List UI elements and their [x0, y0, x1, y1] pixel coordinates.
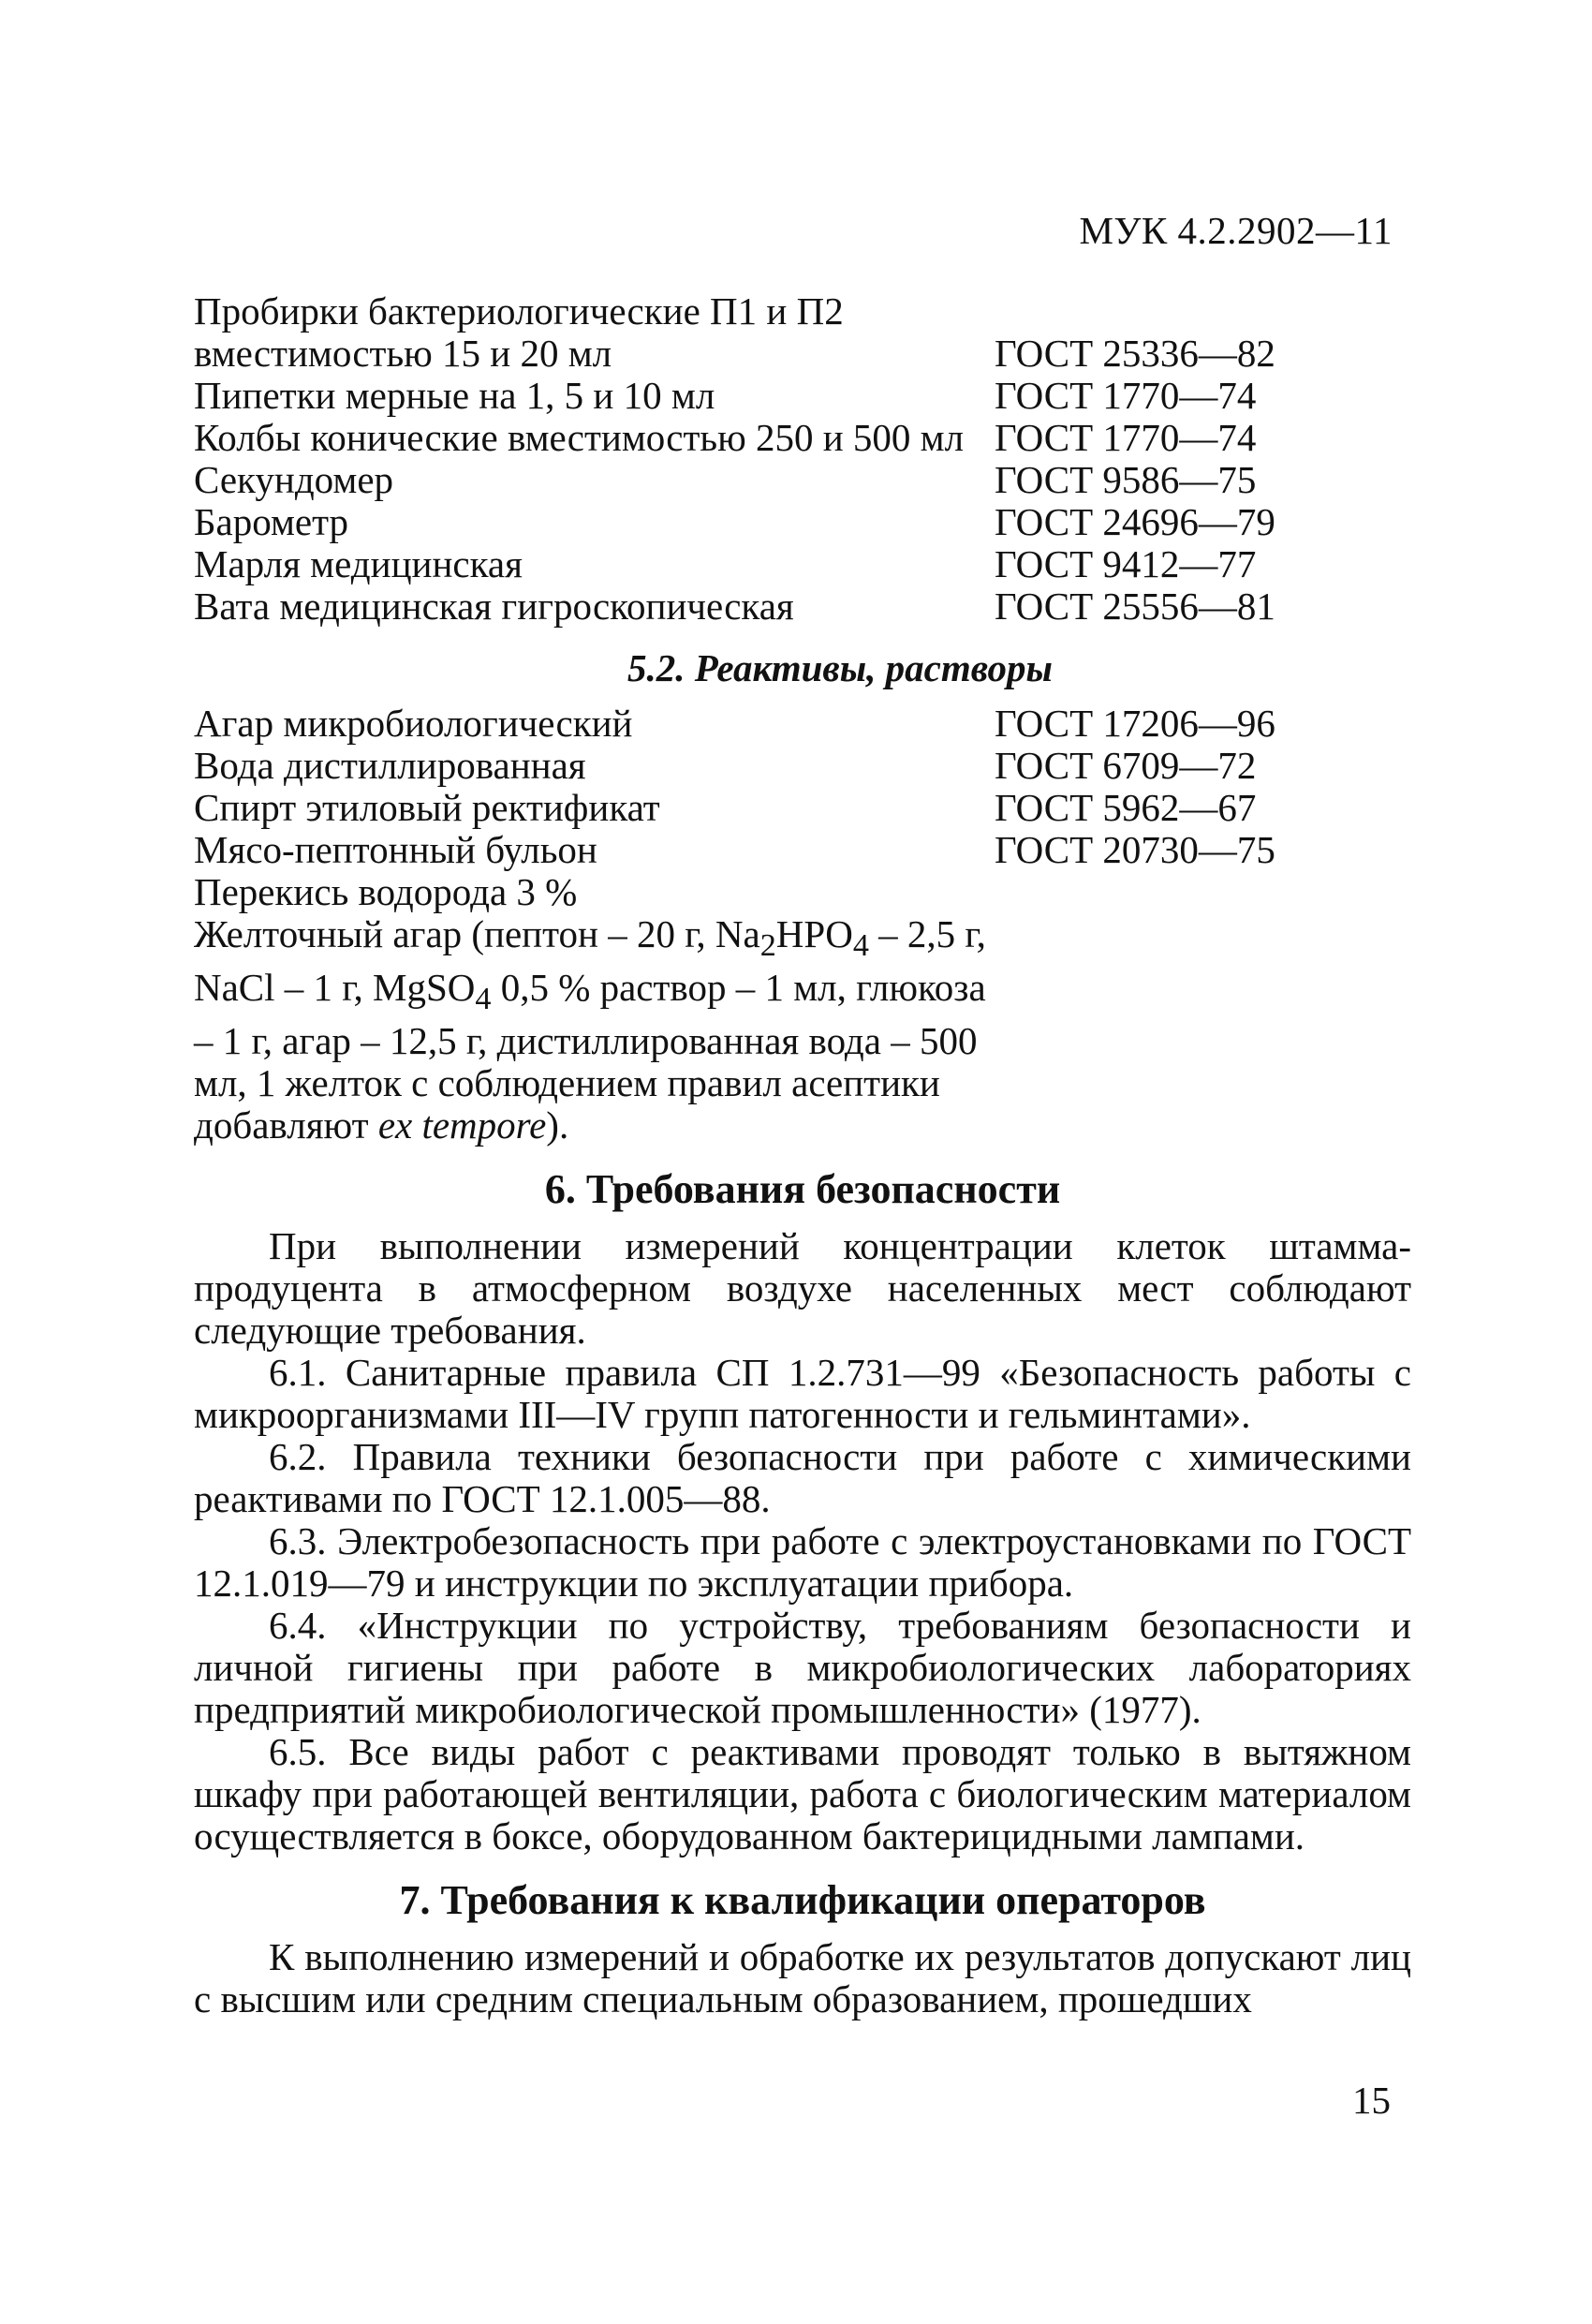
document-code: МУК 4.2.2902—11 [1079, 209, 1393, 252]
item-gost: ГОСТ 6709—72 [995, 744, 1257, 787]
item-name: Вода дистиллированная [194, 744, 586, 787]
yolk-sub-1: 2 [759, 928, 776, 964]
item-name: Мясо-пептонный бульон [194, 828, 597, 871]
list-item [194, 459, 1411, 501]
item-name: вместимостью 15 и 20 мл [194, 332, 612, 375]
list-item [194, 290, 1411, 333]
list-item [194, 333, 1411, 375]
item-gost: ГОСТ 1770—74 [995, 374, 1257, 417]
list-item [194, 787, 1411, 829]
yolk-text-2: HPO [775, 912, 853, 955]
section-6-heading: 6. Требования безопасности [544, 1166, 1061, 1213]
item-gost: ГОСТ 25336—82 [995, 332, 1275, 375]
section-6-paragraph: 6.5. Все виды работ с реактивами проводят только в вытяжном шкафу при работающей вентиляции, работа с биологическим материалом осуществляется в боксе, оборудованном бактерицидными лампами. [194, 1730, 1411, 1858]
section-6-paragraph: При выполнении измерений концентрации клеток штамма-продуцента в атмосферном воздухе населенных мест соблюдают следующие требования. [194, 1224, 1411, 1353]
yolk-italic: ex tempore [377, 1103, 547, 1147]
yolk-sub-2: 4 [852, 928, 869, 964]
section-6-paragraph: 6.3. Электробезопасность при работе с электроустановками по ГОСТ 12.1.019—79 и инструкции по эксплуатации прибора. [194, 1519, 1411, 1606]
yolk-agar-item [194, 913, 999, 1147]
yolk-text-5: ). [546, 1103, 569, 1147]
item-gost: ГОСТ 5962—67 [995, 786, 1257, 829]
section-7-heading: 7. Требования к квалификации операторов [399, 1877, 1206, 1924]
list-item [194, 501, 1411, 543]
item-name: Пипетки мерные на 1, 5 и 10 мл [194, 374, 715, 417]
section-7-paragraph: К выполнению измерений и обработке их результатов допускают лиц с высшим или средним специальным образованием, прошедших [194, 1935, 1411, 2021]
yolk-text-4: 0,5 % раствор – 1 мл, глюкоза – 1 г, агар – 12,5 г, дистиллированная вода – 500 мл, 1 желток с соблюдением правил асептики добавляют [194, 966, 986, 1147]
item-name: Колбы конические вместимостью 250 и 500 мл [194, 416, 965, 459]
item-name: Секундомер [194, 458, 394, 501]
item-gost: ГОСТ 24696—79 [995, 500, 1275, 543]
reagents-heading: 5.2. Реактивы, растворы [627, 646, 1053, 689]
section-6-paragraph: 6.2. Правила техники безопасности при работе с химическими реактивами по ГОСТ 12.1.005—88. [194, 1435, 1411, 1521]
item-name: Спирт этиловый ректификат [194, 786, 660, 829]
list-item [194, 417, 1411, 459]
page-content [194, 290, 1411, 2021]
list-item [194, 703, 1411, 745]
item-gost: ГОСТ 20730—75 [995, 828, 1275, 871]
list-item [194, 745, 1411, 787]
list-item [194, 829, 1411, 871]
item-name: Агар микробиологический [194, 702, 633, 745]
item-gost: ГОСТ 9586—75 [995, 458, 1257, 501]
equipment-list [194, 290, 1411, 628]
list-item [194, 585, 1411, 628]
yolk-sub-3: 4 [475, 982, 492, 1017]
item-name: Вата медицинская гигроскопическая [194, 585, 794, 628]
section-6-paragraph: 6.4. «Инструкции по устройству, требованиям безопасности и личной гигиены при работе в микробиологических лабораториях предприятий микробиологической промышленности» (1977). [194, 1604, 1411, 1732]
page-number: 15 [1352, 2079, 1391, 2122]
item-name: Марля медицинская [194, 542, 523, 585]
yolk-text-1: Желточный агар (пептон – 20 г, Na [194, 912, 760, 955]
item-gost: ГОСТ 25556—81 [995, 585, 1275, 628]
peroxide-item: Перекись водорода 3 % [194, 870, 578, 913]
reagents-list [194, 703, 1411, 1147]
section-6-paragraph: 6.1. Санитарные правила СП 1.2.731—99 «Безопасность работы с микроорганизмами III—IV групп патогенности и гельминтами». [194, 1351, 1411, 1437]
item-name: Барометр [194, 500, 349, 543]
item-gost: ГОСТ 9412—77 [995, 542, 1257, 585]
yolk-text-3: – 2,5 г, NaCl – 1 г, MgSO [194, 912, 986, 1010]
item-name: Пробирки бактериологические П1 и П2 [194, 289, 844, 333]
list-item [194, 375, 1411, 417]
item-gost: ГОСТ 17206—96 [995, 702, 1275, 745]
list-item [194, 543, 1411, 585]
item-gost: ГОСТ 1770—74 [995, 416, 1257, 459]
